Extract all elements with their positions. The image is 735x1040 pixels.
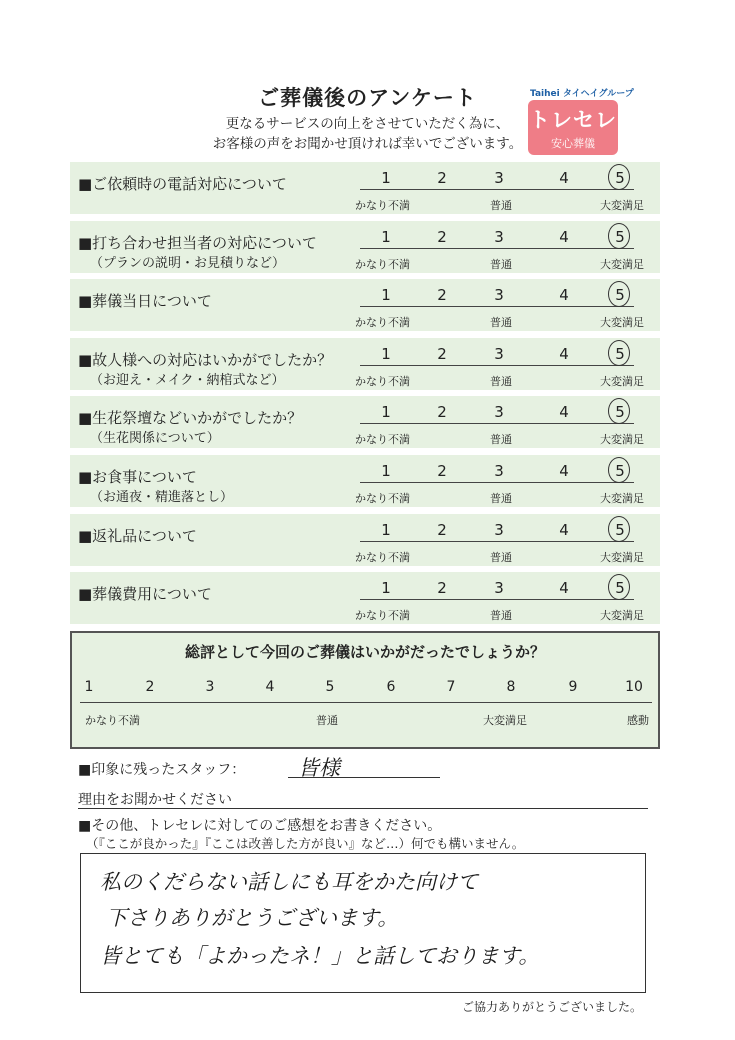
selected-rating-circle (608, 574, 630, 600)
rating-option-3[interactable]: 3 (494, 169, 504, 187)
rating-option-4[interactable]: 4 (559, 521, 569, 539)
rating-option-4[interactable]: 4 (559, 579, 569, 597)
scale-low-label: かなり不満 (355, 609, 410, 622)
logo-brand: Taihei タイヘイグループ (530, 89, 634, 99)
reason-line (78, 808, 648, 809)
rating-option-5[interactable]: 5 (615, 228, 625, 246)
question-subtitle: （プランの説明・お見積りなど） (90, 256, 286, 271)
rating-option-2[interactable]: 2 (437, 462, 447, 480)
rating-option-1[interactable]: 1 (381, 521, 391, 539)
rating-option-3[interactable]: 3 (494, 228, 504, 246)
scale-mid-label: 普通 (490, 492, 512, 505)
scale-low-label: かなり不満 (355, 551, 410, 564)
summary-option-3[interactable]: 3 (205, 679, 215, 695)
scale-high-label: 大変満足 (600, 375, 644, 388)
rating-option-5[interactable]: 5 (615, 403, 625, 421)
staff-answer-line (288, 777, 440, 778)
question-subtitle: （お迎え・メイク・納棺式など） (90, 373, 285, 388)
thanks-note: ご協力ありがとうございました。 (462, 1000, 643, 1014)
scale-mid-label: 普通 (490, 258, 512, 271)
rating-option-2[interactable]: 2 (437, 228, 447, 246)
question-title: ■打ち合わせ担当者の対応について (78, 234, 317, 252)
summary-option-4[interactable]: 4 (265, 679, 275, 695)
comments-label: ■その他、トレセレに対してのご感想をお書きください。 (78, 818, 442, 834)
question-title: ■故人様への対応はいかがでしたか？ (78, 351, 333, 369)
rating-option-5[interactable]: 5 (615, 579, 625, 597)
rating-scale-line (360, 423, 634, 424)
selected-rating-circle (608, 457, 630, 483)
staff-answer: 皆様 (298, 756, 340, 780)
scale-high-label: 大変満足 (600, 433, 644, 446)
rating-option-5[interactable]: 5 (615, 169, 625, 187)
rating-option-4[interactable]: 4 (559, 286, 569, 304)
selected-rating-circle (608, 223, 630, 249)
rating-scale-line (360, 189, 634, 190)
rating-scale-line (360, 306, 634, 307)
summary-option-7[interactable]: 7 (446, 679, 456, 695)
rating-option-1[interactable]: 1 (381, 579, 391, 597)
rating-option-3[interactable]: 3 (494, 345, 504, 363)
question-title: ■葬儀当日について (78, 292, 212, 310)
selected-rating-circle (608, 398, 630, 424)
scale-high-label: 大変満足 (600, 609, 644, 622)
rating-option-5[interactable]: 5 (615, 521, 625, 539)
summary-option-8[interactable]: 8 (506, 679, 516, 695)
scale-mid-label: 普通 (490, 316, 512, 329)
scale-mid-label: 普通 (490, 609, 512, 622)
summary-option-6[interactable]: 6 (386, 679, 396, 695)
scale-low-label: かなり不満 (355, 199, 410, 212)
comment-line-1: 私のくだらない話しにも耳をかた向けて (100, 870, 478, 894)
summary-top-label: 感動 (627, 714, 649, 727)
scale-high-label: 大変満足 (600, 492, 644, 505)
scale-high-label: 大変満足 (600, 199, 644, 212)
scale-mid-label: 普通 (490, 375, 512, 388)
staff-label: ■印象に残ったスタッフ： (78, 762, 246, 778)
rating-scale-line (360, 482, 634, 483)
rating-option-4[interactable]: 4 (559, 228, 569, 246)
question-subtitle: （生花関係について） (90, 431, 220, 446)
rating-option-4[interactable]: 4 (559, 169, 569, 187)
rating-option-2[interactable]: 2 (437, 286, 447, 304)
scale-high-label: 大変満足 (600, 316, 644, 329)
rating-option-5[interactable]: 5 (615, 345, 625, 363)
rating-scale-line (360, 541, 634, 542)
question-subtitle: （お通夜・精進落とし） (90, 490, 234, 505)
rating-option-1[interactable]: 1 (381, 462, 391, 480)
rating-option-4[interactable]: 4 (559, 403, 569, 421)
rating-option-1[interactable]: 1 (381, 169, 391, 187)
scale-low-label: かなり不満 (355, 375, 410, 388)
rating-option-3[interactable]: 3 (494, 521, 504, 539)
summary-title: 総評として今回のご葬儀はいかがだったでしょうか？ (184, 643, 545, 661)
question-title: ■ご依頼時の電話対応について (78, 175, 287, 193)
rating-option-2[interactable]: 2 (437, 169, 447, 187)
question-title: ■生花祭壇などいかがでしたか？ (78, 409, 303, 427)
summary-option-2[interactable]: 2 (145, 679, 155, 695)
question-title: ■お食事について (78, 468, 197, 486)
rating-scale-line (360, 599, 634, 600)
selected-rating-circle (608, 281, 630, 307)
logo-tagline: 安心葬儀 (551, 137, 595, 150)
scale-low-label: かなり不満 (355, 492, 410, 505)
rating-option-5[interactable]: 5 (615, 462, 625, 480)
comment-line-2: 下さりありがとうございます。 (106, 906, 399, 930)
scale-low-label: かなり不満 (355, 316, 410, 329)
comment-line-3: 皆とても「よかったネ！」と話しております。 (100, 944, 540, 968)
scale-high-label: 大変満足 (600, 551, 644, 564)
selected-rating-circle (608, 340, 630, 366)
rating-option-2[interactable]: 2 (437, 403, 447, 421)
rating-option-3[interactable]: 3 (494, 403, 504, 421)
subtitle-line-2: お客様の声をお聞かせ頂ければ幸いでございます。 (212, 136, 523, 152)
rating-scale-line (360, 365, 634, 366)
summary-option-9[interactable]: 9 (568, 679, 578, 695)
summary-high-label: 大変満足 (483, 714, 527, 727)
scale-mid-label: 普通 (490, 433, 512, 446)
logo-name: トレセレ (529, 108, 617, 132)
rating-option-2[interactable]: 2 (437, 345, 447, 363)
rating-option-4[interactable]: 4 (559, 462, 569, 480)
rating-option-3[interactable]: 3 (494, 579, 504, 597)
rating-option-3[interactable]: 3 (494, 286, 504, 304)
page-title: ご葬儀後のアンケート (258, 86, 477, 110)
summary-option-10[interactable]: 10 (625, 679, 643, 695)
summary-option-5[interactable]: 5 (325, 679, 335, 695)
reason-label: 理由をお聞かせください (78, 792, 232, 808)
rating-option-2[interactable]: 2 (437, 521, 447, 539)
rating-option-5[interactable]: 5 (615, 286, 625, 304)
rating-scale-line (360, 248, 634, 249)
selected-rating-circle (608, 516, 630, 542)
summary-scale-line (80, 702, 652, 703)
summary-mid-label: 普通 (316, 714, 338, 727)
rating-option-1[interactable]: 1 (381, 345, 391, 363)
scale-high-label: 大変満足 (600, 258, 644, 271)
summary-low-label: かなり不満 (85, 714, 140, 727)
rating-option-2[interactable]: 2 (437, 579, 447, 597)
comments-hint: （『ここが良かった』『ここは改善した方が良い』など…）何でも構いません。 (86, 836, 525, 851)
scale-low-label: かなり不満 (355, 258, 410, 271)
rating-option-1[interactable]: 1 (381, 286, 391, 304)
logo (528, 100, 618, 155)
question-title: ■葬儀費用について (78, 585, 212, 603)
scale-mid-label: 普通 (490, 199, 512, 212)
scale-mid-label: 普通 (490, 551, 512, 564)
subtitle-line-1: 更なるサービスの向上をさせていただく為に、 (225, 116, 510, 132)
summary-option-1[interactable]: 1 (84, 679, 94, 695)
scale-low-label: かなり不満 (355, 433, 410, 446)
selected-rating-circle (608, 164, 630, 190)
rating-option-3[interactable]: 3 (494, 462, 504, 480)
rating-option-1[interactable]: 1 (381, 403, 391, 421)
rating-option-1[interactable]: 1 (381, 228, 391, 246)
question-title: ■返礼品について (78, 527, 197, 545)
rating-option-4[interactable]: 4 (559, 345, 569, 363)
